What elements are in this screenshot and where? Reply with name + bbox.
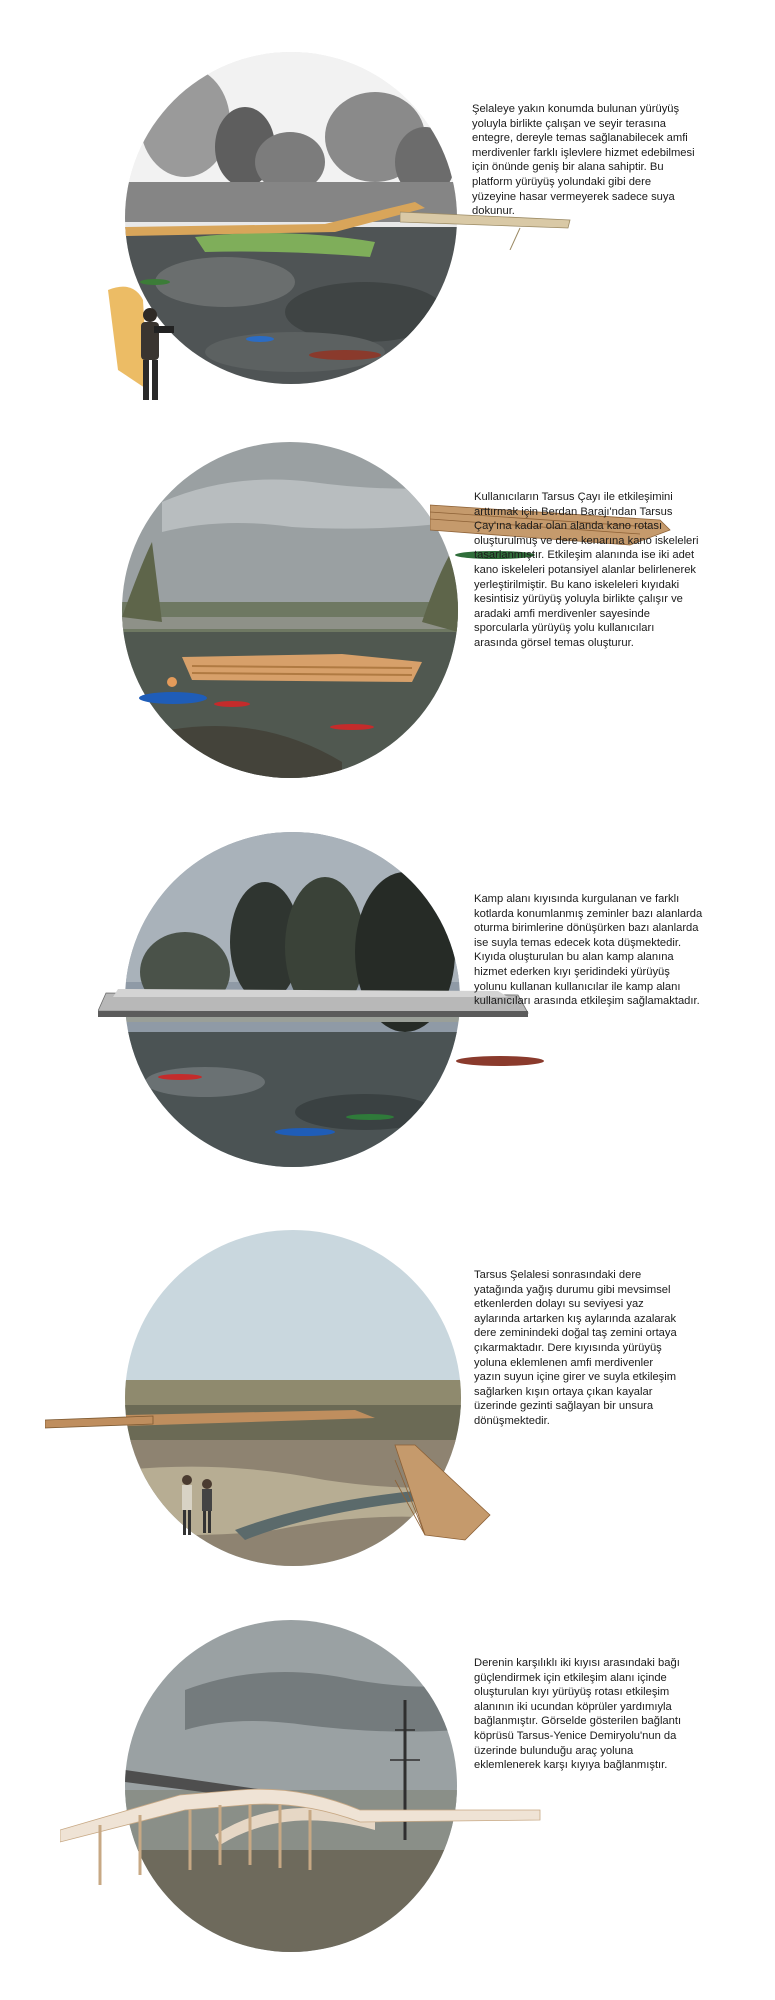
photographer-figure — [108, 280, 188, 420]
camp-area-caption: Kamp alanı kıyısında kurgulanan ve farklı kotlarda konumlanmış zeminler bazı alanlarda oturma birimlerine dönüşürken bazı alanlarda ise suyla temas edecek kota düşmektedir. Kıyıda oluşturulan bu alan kamp alanına hizmet ederken kıyı şeridindeki yürüyüş yolunu kullanan kullanıcılar ile kamp alanı kullanıcıları arasında etkileşim sağlamaktadır. — [474, 893, 703, 1008]
waterfall-terrace-caption: Şelaleye yakın konumda bulunan yürüyüş yoluyla birlikte çalışan ve seyir terasına entegre, dereyle temas sağlanabilecek amfi merdivenler farklı işlevlere hizmet edebilmesi için önünde geniş bir alana sahiptir. Bu platform yürüyüş yolundaki gibi dere yüzeyine hasar vermeyerek sadece suya dokunur. — [472, 103, 695, 218]
bridges-caption: Derenin karşılıklı iki kıyısı arasındaki bağı güçlendirmek için etkileşim alanı içinde oluşturulan kıyı yürüyüş rotası etkileşim alanının iki ucundan köprüler yardımıyla bağlanmıştır. Görselde gösterilen bağlantı köprüsü Tarsus-Yenice Demiryolu'nun da üzerinde bulunduğu araç yoluna eklemlenerek karşı kıyıya bağlanmıştır. — [474, 1657, 682, 1772]
riverbed-amphitheater-steps — [385, 1440, 495, 1545]
canoe-brown — [455, 1045, 545, 1070]
canoe-route-render — [122, 442, 458, 778]
panel-canoe-route — [0, 400, 775, 800]
riverbed-walkway-left — [45, 1410, 155, 1440]
panel-seasonal-riverbed — [0, 1200, 775, 1600]
camp-platform-levels — [98, 985, 538, 1025]
people-group — [172, 1470, 232, 1540]
panel-camp-area — [0, 800, 775, 1200]
seasonal-riverbed-caption: Tarsus Şelalesi sonrasındaki dere yatağında yağış durumu gibi mevsimsel etkenlerden dolayı su seviyesi yaz aylarında artarken kış aylarında azalarak dere zeminindeki doğal taş zemini ortaya çıkarmaktadır. Dere kıyısında yürüyüş yoluna eklemlenen amfi merdivenler yazın suyun içine girer ve suyla etkileşim sağlarken kışın ortaya çıkan kayalar üzerinde gezinti sağlayan bir unsura dönüşmektedir. — [474, 1269, 677, 1427]
panel-waterfall-terrace — [0, 0, 775, 400]
blue-kayak — [138, 668, 208, 708]
canoe-route-image — [122, 442, 458, 778]
canoe-route-caption: Kullanıcıların Tarsus Çayı ile etkileşimini arttırmak için Berdan Barajı'ndan Tarsus Çay'ına kadar olan alanda kano rotası oluşturulmuş ve dere kenarına kano iskeleleri tasarlanmıştır. Etkileşim alanında ise iki adet kano iskeleleri potansiyel alanlar belirlenerek yerleştirilmiştir. Bu kano iskeleleri kıyıdaki kesintisiz yürüyüş yoluyla birlikte çalışır ve aradaki amfi merdivenler sayesinde sporcularla yürüyüş yolu kullanıcıları arasında görsel temas oluşturur. — [474, 491, 699, 649]
panel-bridges — [0, 1600, 775, 2000]
